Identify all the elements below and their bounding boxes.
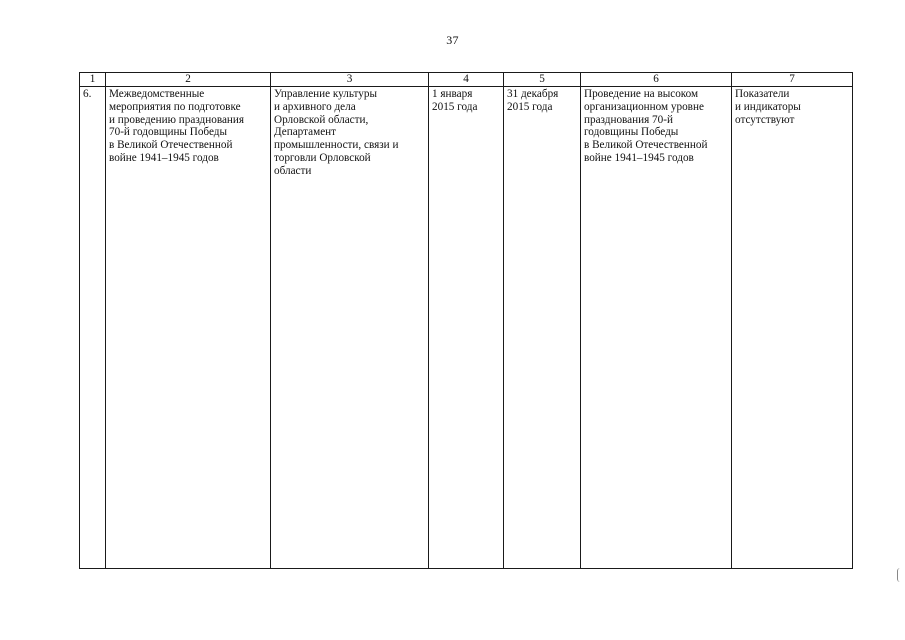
- expected-result: Проведение на высоком организационном уровне празднования 70-й годовщины Победы в Великой Отечественной войне 1941–1945 годов: [581, 87, 732, 569]
- header-col-5: 5: [504, 73, 581, 87]
- header-col-3: 3: [271, 73, 429, 87]
- end-date: 31 декабря 2015 года: [504, 87, 581, 569]
- header-col-4: 4: [429, 73, 504, 87]
- event-name: Межведомственные мероприятия по подготовке и проведению празднования 70-й годовщины Победы в Великой Отечественной войне 1941–1945 годов: [106, 87, 271, 569]
- header-col-2: 2: [106, 73, 271, 87]
- indicators: Показатели и индикаторы отсутствуют: [732, 87, 853, 569]
- executor: Управление культуры и архивного дела Орловской области, Департамент промышленности, связи и торговли Орловской области: [271, 87, 429, 569]
- row-number: 6.: [80, 87, 106, 569]
- header-row: [80, 73, 853, 87]
- table-row: [80, 87, 853, 569]
- header-col-7: 7: [732, 73, 853, 87]
- program-table: [79, 72, 853, 569]
- scan-edge-mark: [897, 568, 901, 582]
- page-number: 37: [446, 33, 459, 47]
- header-col-1: 1: [80, 73, 106, 87]
- header-col-6: 6: [581, 73, 732, 87]
- start-date: 1 января 2015 года: [429, 87, 504, 569]
